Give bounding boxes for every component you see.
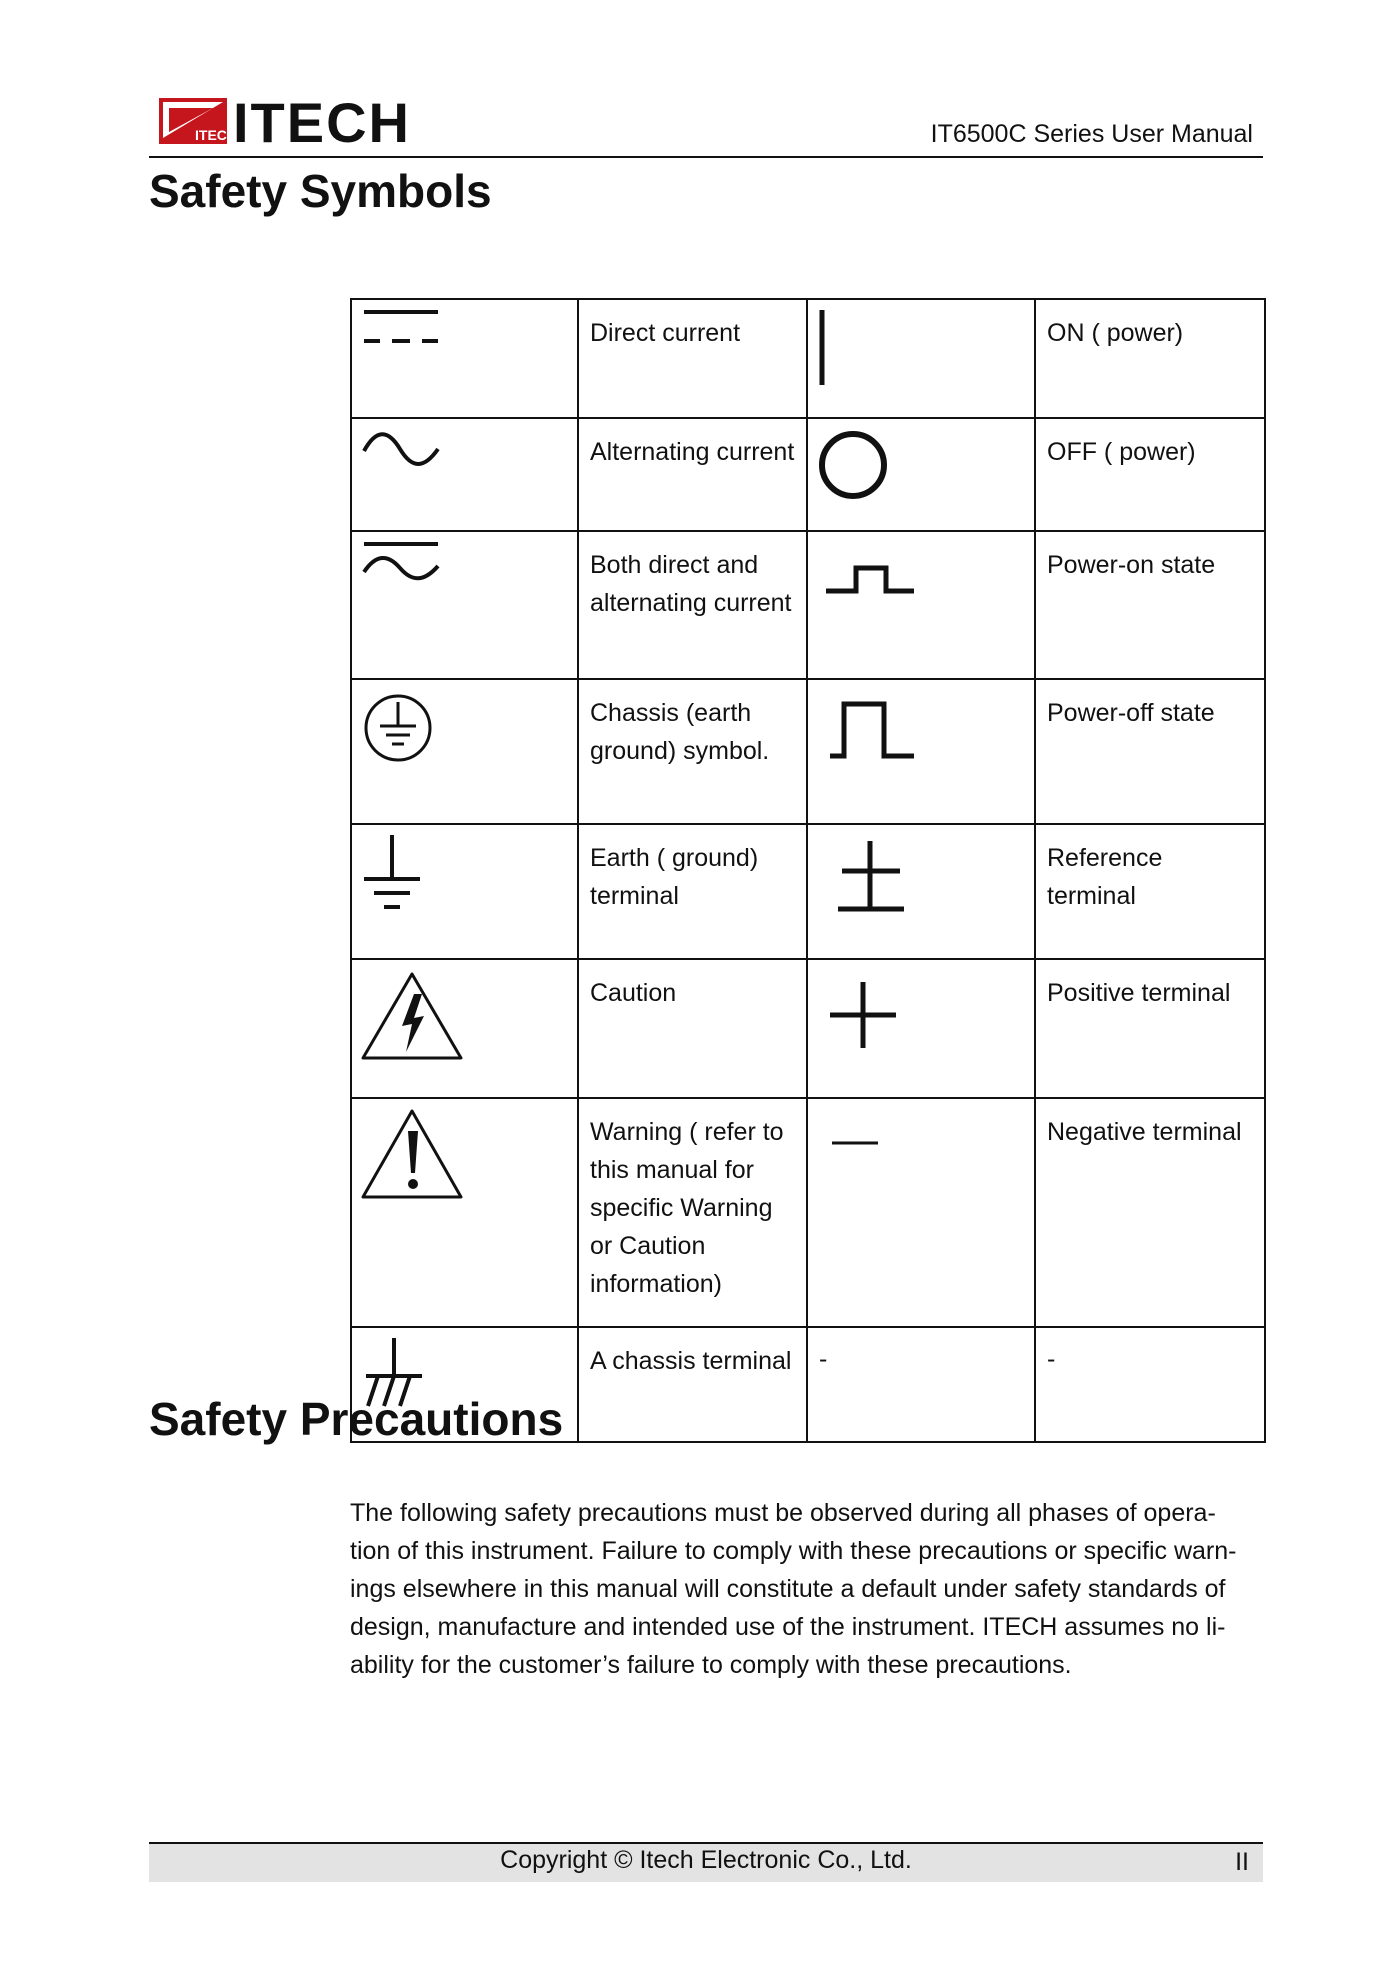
warning-icon [351,1098,578,1327]
direct-current-icon [351,299,578,418]
precautions-paragraph [350,1494,1268,1684]
page-number: II [1235,1848,1249,1876]
symbol-label: Caution [578,959,807,1098]
paragraph-line: design, manufacture and intended use of the instrument. ITECH assumes no li- [350,1613,1226,1641]
safety-symbols-heading: Safety Symbols [149,165,492,217]
earth-ground-terminal-icon [351,824,578,959]
table-row [351,679,1265,824]
table-row [351,959,1265,1098]
symbol-label: Power-off state [1035,679,1265,824]
table-row [351,299,1265,418]
caution-shock-icon [351,959,578,1098]
symbol-label: Direct current [578,299,807,418]
svg-text:ITECH: ITECH [195,127,237,143]
table-row [351,824,1265,959]
safety-symbols-table [350,298,1266,1443]
table-row [351,531,1265,679]
page-footer [149,1842,1263,1882]
manual-title: IT6500C Series User Manual [930,120,1253,148]
paragraph-line: ings elsewhere in this manual will constitute a default under safety standards of [350,1575,1226,1603]
on-power-icon [807,299,1035,418]
symbol-label: Positive terminal [1035,959,1265,1098]
itech-logo [159,94,429,153]
paragraph-line: tion of this instrument. Failure to comply with these precautions or specific warn- [350,1537,1237,1565]
symbol-label: A chassis terminal [578,1327,807,1442]
empty-symbol-cell: - [807,1327,1035,1442]
symbol-label: Alternating current [578,418,807,531]
direct-and-alternating-icon [351,531,578,679]
symbol-label: Negative terminal [1035,1098,1265,1327]
off-power-icon [807,418,1035,531]
symbol-label: Warning ( refer to this manual for specific Warning or Caution information) [578,1098,807,1327]
symbol-label: Chassis (earth ground) symbol. [578,679,807,824]
symbol-label: OFF ( power) [1035,418,1265,531]
reference-terminal-icon [807,824,1035,959]
table-row [351,418,1265,531]
symbol-label: Earth ( ground) terminal [578,824,807,959]
table-row [351,1098,1265,1327]
symbol-label: Reference terminal [1035,824,1265,959]
copyright-text: Copyright © Itech Electronic Co., Ltd. [500,1846,912,1874]
alternating-current-icon [351,418,578,531]
symbol-label: Power-on state [1035,531,1265,679]
power-on-state-icon [807,531,1035,679]
svg-text:ITECH: ITECH [233,94,411,148]
paragraph-line: The following safety precautions must be observed during all phases of opera- [350,1499,1216,1527]
negative-terminal-icon [807,1098,1035,1327]
symbol-label: ON ( power) [1035,299,1265,418]
symbol-label: - [1035,1327,1265,1442]
chassis-earth-ground-icon [351,679,578,824]
page-header [149,92,1263,158]
safety-precautions-heading: Safety Precautions [149,1393,564,1445]
symbol-label: Both direct and alternating current [578,531,807,679]
power-off-state-icon [807,679,1035,824]
paragraph-line: ability for the customer’s failure to comply with these precautions. [350,1651,1072,1679]
positive-terminal-icon [807,959,1035,1098]
